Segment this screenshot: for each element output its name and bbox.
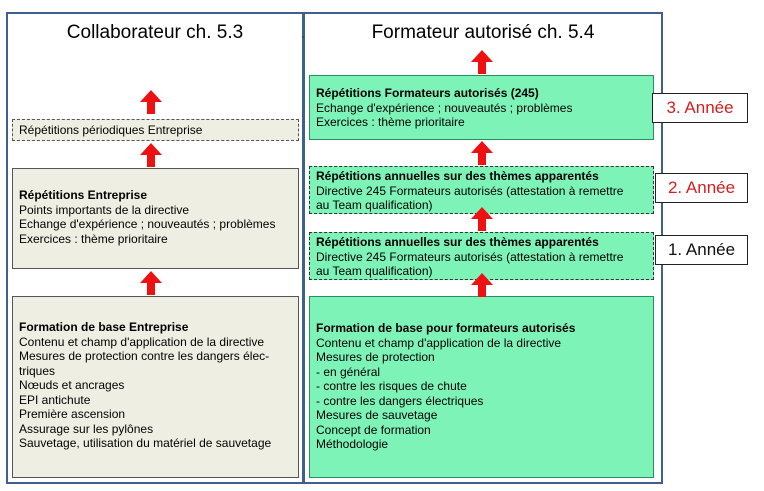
left-panel-title: Collaborateur ch. 5.3 [66, 22, 244, 43]
right-year1-line: Directive 245 Formateurs autorisés (attestation à remettre [316, 249, 624, 264]
left-base-line: EPI antichute [19, 392, 91, 407]
left-base-line: Nœuds et ancrages [19, 378, 125, 392]
up-arrow-icon [471, 50, 493, 74]
year-3-label: 3. Année [652, 93, 748, 123]
right-year2-line: Directive 245 Formateurs autorisés (attestation à remettre [316, 183, 624, 198]
year-2-label: 2. Année [655, 173, 748, 203]
up-arrow-icon [471, 273, 493, 297]
left-mid-line: Points importants de la directive [19, 202, 190, 217]
up-arrow-icon [140, 271, 162, 295]
left-base-line: Sauvetage, utilisation du matériel de sauvetage [19, 436, 272, 450]
right-year2-line: au Team qualification) [316, 198, 433, 212]
right-base-line: Mesures de protection [316, 350, 435, 364]
stray-mark: ` [301, 34, 305, 48]
left-box-company-repetitions-title: Répétitions Entreprise [19, 188, 148, 202]
right-base-line: - en général [316, 364, 381, 379]
right-box-year1-title: Répétitions annuelles sur des thèmes apparentés [316, 235, 599, 249]
left-box-base-training [12, 296, 299, 478]
right-top-line: Echange d'expérience ; nouveautés ; problèmes [316, 100, 573, 115]
right-base-line: Concept de formation [316, 422, 431, 437]
right-base-line: Mesures de sauvetage [316, 408, 438, 422]
right-base-line: Contenu et champ d'application de la directive [316, 335, 562, 350]
right-box-trainer-repetitions-title: Répétitions Formateurs autorisés (245) [316, 86, 539, 100]
year-1-label: 1. Année [655, 235, 748, 265]
left-mid-line: Echange d'expérience ; nouveautés ; problèmes [19, 217, 276, 231]
right-box-trainer-repetitions [309, 75, 654, 140]
left-base-line: triques [19, 363, 56, 378]
right-box-year2-title: Répétitions annuelles sur des thèmes apparentés [316, 169, 599, 183]
right-box-base-training [309, 296, 654, 478]
left-box-company-repetitions [12, 168, 299, 269]
left-mid-line: Exercices : thème prioritaire [19, 231, 168, 246]
left-base-line: Assurage sur les pylônes [19, 421, 154, 436]
right-box-base-training-title: Formation de base pour formateurs autorisés [316, 321, 576, 335]
right-year1-line: au Team qualification) [316, 264, 433, 278]
left-box-base-training-title: Formation de base Entreprise [19, 320, 189, 334]
left-base-line: Première ascension [19, 407, 126, 421]
up-arrow-icon [471, 207, 493, 231]
up-arrow-icon [140, 90, 162, 114]
right-base-line: - contre les dangers électriques [316, 393, 484, 408]
left-base-line: Mesures de protection contre les dangers élec- [19, 349, 270, 363]
right-top-line: Exercices : thème prioritaire [316, 115, 465, 129]
left-box-periodic-repetitions [12, 119, 299, 141]
left-box-periodic-text: Répétitions périodiques Entreprise [19, 123, 203, 137]
right-panel-title: Formateur autorisé ch. 5.4 [371, 22, 595, 43]
up-arrow-icon [471, 141, 493, 165]
up-arrow-icon [140, 143, 162, 167]
left-base-line: Contenu et champ d'application de la directive [19, 334, 265, 349]
right-base-line: Méthodologie [316, 437, 389, 451]
right-base-line: - contre les risques de chute [316, 379, 467, 393]
